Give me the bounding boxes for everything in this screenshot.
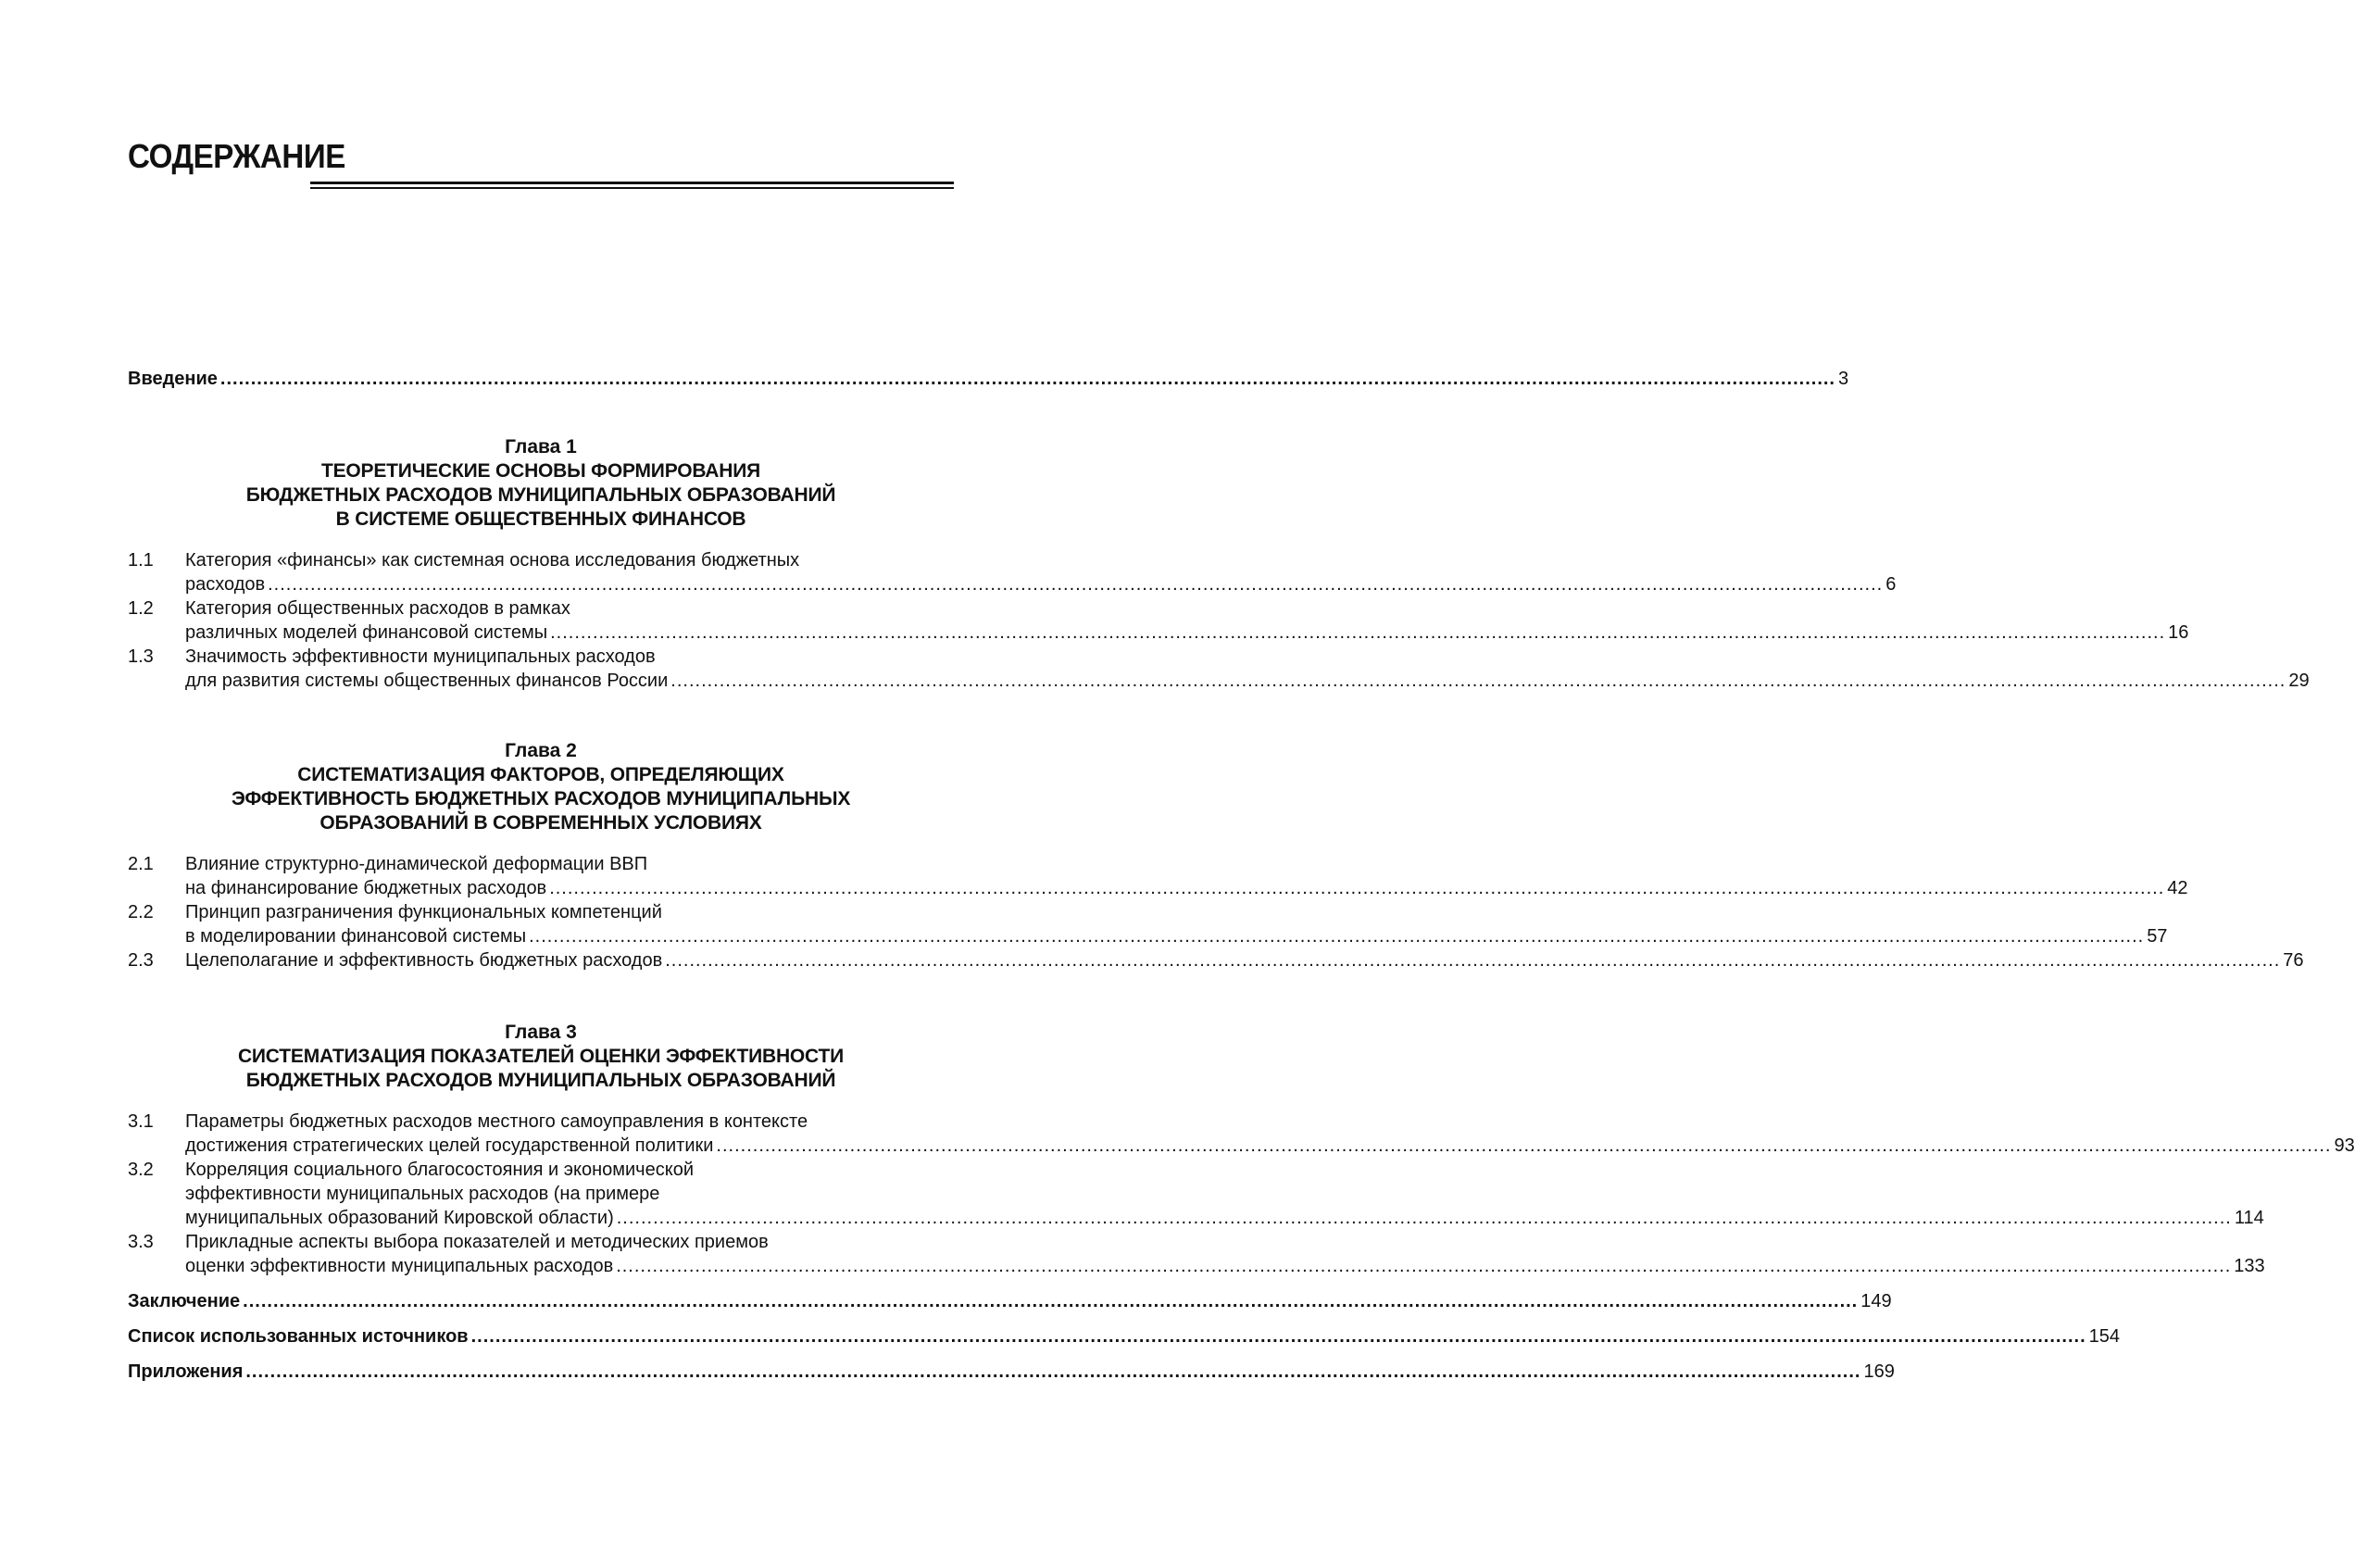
section-title-line: Влияние структурно-динамической деформации ВВП (185, 854, 648, 874)
toc-page-number: 29 (2288, 671, 2310, 691)
chapter-title-line: В СИСТЕМЕ ОБЩЕСТВЕННЫХ ФИНАНСОВ (335, 508, 746, 530)
title-rule-thin (310, 187, 954, 189)
chapter-number: Глава 2 (505, 740, 577, 761)
section-number: 1.1 (128, 550, 154, 571)
section-title-line: расходов (185, 574, 266, 595)
chapter-number: Глава 1 (505, 436, 577, 458)
toc-page-number: 149 (1860, 1291, 1892, 1311)
toc-entry-label: Список использованных источников (128, 1326, 469, 1347)
chapter-heading-1 (128, 435, 954, 532)
toc-section-2-1[interactable] (128, 852, 2188, 900)
toc-entry-references[interactable] (128, 1324, 2121, 1348)
toc-page-number: 3 (1838, 369, 1849, 389)
toc-page-number: 6 (1885, 574, 1897, 595)
chapter-title-line: ЭФФЕКТИВНОСТЬ БЮДЖЕТНЫХ РАСХОДОВ МУНИЦИПАЛЬНЫХ (231, 788, 851, 809)
toc-entry-conclusion[interactable] (128, 1289, 1892, 1313)
dot-leader (616, 1254, 2231, 1278)
section-title-line: Значимость эффективности муниципальных расходов (185, 646, 656, 667)
dot-leader (550, 621, 2165, 645)
toc-section-3-1[interactable] (128, 1110, 2355, 1158)
section-title-line: Принцип разграничения функциональных компетенций (185, 902, 662, 922)
section-title-line: в моделировании финансовой системы (185, 926, 527, 947)
section-number: 2.2 (128, 902, 154, 922)
chapter-heading-3 (128, 1021, 954, 1093)
section-number: 1.3 (128, 646, 154, 667)
toc-page-number: 133 (2234, 1256, 2265, 1276)
toc-entry-label: Заключение (128, 1291, 241, 1311)
toc-entry-label: Приложения (128, 1361, 244, 1382)
toc-page-number: 76 (2283, 950, 2304, 971)
chapter-title-line: БЮДЖЕТНЫХ РАСХОДОВ МУНИЦИПАЛЬНЫХ ОБРАЗОВАНИЙ (245, 1070, 836, 1091)
dot-leader (716, 1134, 2331, 1158)
section-title-line: оценки эффективности муниципальных расходов (185, 1256, 614, 1276)
section-title-line: Прикладные аспекты выбора показателей и методических приемов (185, 1232, 769, 1252)
toc-page-number: 154 (2088, 1326, 2121, 1347)
chapter-title-line: ОБРАЗОВАНИЙ В СОВРЕМЕННЫХ УСЛОВИЯХ (319, 812, 762, 834)
section-title-line: Корреляция социального благосостояния и экономической (185, 1160, 694, 1180)
toc-section-2-3[interactable] (128, 948, 2304, 972)
toc-page-number: 42 (2167, 878, 2188, 898)
section-number: 3.1 (128, 1111, 154, 1132)
dot-leader (245, 1360, 1860, 1384)
section-number: 3.2 (128, 1160, 154, 1180)
toc-page-number: 169 (1863, 1361, 1895, 1382)
dot-leader (220, 367, 1835, 391)
chapter-title-line: СИСТЕМАТИЗАЦИЯ ФАКТОРОВ, ОПРЕДЕЛЯЮЩИХ (297, 764, 784, 785)
section-title-line: Категория общественных расходов в рамках (185, 598, 570, 619)
section-title-line: эффективности муниципальных расходов (на примере (185, 1184, 660, 1204)
section-number: 2.1 (128, 854, 154, 874)
toc-page-number: 114 (2234, 1208, 2264, 1228)
page-title: СОДЕРЖАНИЕ (128, 137, 345, 175)
section-number: 1.2 (128, 598, 154, 619)
toc-section-2-2[interactable] (128, 900, 2168, 948)
toc-section-1-2[interactable] (128, 596, 2189, 645)
chapter-title-line: СИСТЕМАТИЗАЦИЯ ПОКАЗАТЕЛЕЙ ОЦЕНКИ ЭФФЕКТИВНОСТИ (237, 1046, 845, 1067)
section-title-line: для развития системы общественных финансов России (185, 671, 669, 691)
dot-leader (549, 876, 2164, 900)
section-number: 2.3 (128, 950, 154, 971)
section-title-line: Целеполагание и эффективность бюджетных расходов (185, 950, 663, 971)
dot-leader (670, 669, 2286, 693)
toc-entry-intro[interactable] (128, 367, 1849, 391)
toc-page-number: 16 (2168, 622, 2189, 643)
section-title-line: Параметры бюджетных расходов местного самоуправления в контексте (185, 1111, 808, 1132)
dot-leader (617, 1206, 2232, 1230)
section-title-line: Категория «финансы» как системная основа исследования бюджетных (185, 550, 800, 571)
toc-section-1-3[interactable] (128, 645, 2310, 693)
table-of-contents (128, 367, 2355, 1384)
section-number: 3.3 (128, 1232, 154, 1252)
toc-entry-label: Введение (128, 369, 218, 389)
section-title-line: на финансирование бюджетных расходов (185, 878, 547, 898)
dot-leader (268, 572, 1883, 596)
toc-section-3-3[interactable] (128, 1230, 2265, 1278)
section-title-line: муниципальных образований Кировской области) (185, 1208, 614, 1228)
dot-leader (471, 1324, 2086, 1348)
chapter-title-line: ТЕОРЕТИЧЕСКИЕ ОСНОВЫ ФОРМИРОВАНИЯ (320, 460, 761, 482)
toc-entry-appendices[interactable] (128, 1360, 1895, 1384)
toc-page-number: 57 (2147, 926, 2168, 947)
toc-section-1-1[interactable] (128, 548, 1897, 596)
dot-leader (665, 948, 2280, 972)
section-title-line: различных моделей финансовой системы (185, 622, 548, 643)
section-title-line: достижения стратегических целей государственной политики (185, 1135, 714, 1156)
toc-page-number: 93 (2334, 1135, 2355, 1156)
toc-section-3-2[interactable] (128, 1158, 2264, 1230)
title-rule-thick (310, 182, 954, 184)
chapter-number: Глава 3 (505, 1022, 577, 1043)
dot-leader (529, 924, 2144, 948)
chapter-heading-2 (128, 739, 954, 835)
dot-leader (243, 1289, 1858, 1313)
chapter-title-line: БЮДЖЕТНЫХ РАСХОДОВ МУНИЦИПАЛЬНЫХ ОБРАЗОВАНИЙ (245, 484, 836, 506)
